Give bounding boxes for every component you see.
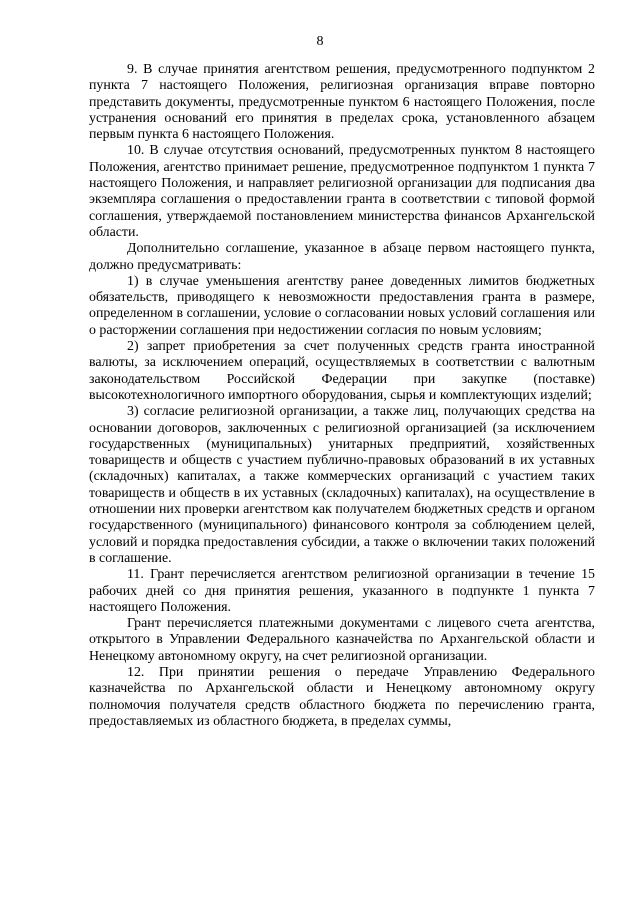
page-number: 8 — [316, 34, 324, 49]
paragraph-11-payment: Грант перечисляется платежными документами с лицевого счета агентства, открытого в Управлении Федерального казначейства по Архангельской области и Ненецкому автономному округу, на счет религиозной организации. — [89, 616, 595, 664]
paragraph-10-additional: Дополнительно соглашение, указанное в абзаце первом настоящего пункта, должно предусматривать: — [89, 241, 595, 273]
paragraph-10-item-2: 2) запрет приобретения за счет полученных средств гранта иностранной валюты, за исключением операций, осуществляемых в соответствии с валютным законодательством Российской Федерации при закупке (поставке) высокотехнологичного импортного оборудования, сырья и комплектующих изделий; — [89, 339, 595, 403]
paragraph-10: 10. В случае отсутствия оснований, предусмотренных пунктом 8 настоящего Положения, агентство принимает решение, предусмотренное подпунктом 1 пункта 7 настоящего Положения, и направляет религиозной организации для подписания два экземпляра соглашения о предоставлении гранта в соответствии с типовой формой соглашения, утверждаемой постановлением министерства финансов Архангельской области. — [89, 143, 595, 240]
document-body — [89, 62, 595, 730]
paragraph-10-item-1: 1) в случае уменьшения агентству ранее доведенных лимитов бюджетных обязательств, приводящего к невозможности предоставления гранта в размере, определенном в соглашении, условие о согласовании новых условий соглашения или о расторжении соглашения при недостижении согласия по новым условиям; — [89, 273, 595, 338]
paragraph-10-item-3: 3) согласие религиозной организации, а также лиц, получающих средства на основании договоров, заключенных с религиозной организацией (за исключением государственных (муниципальных) унитарных предприятий, хозяйственных товариществ и обществ с участием публично-правовых образований в их уставных (складочных) капиталах, а также коммерческих организаций с участием таких товариществ и обществ в их уставных (складочных) капиталах), на осуществление в отношении них проверки агентством как получателем бюджетных средств и органом государственного (муниципального) финансового контроля за соблюдением целей, условий и порядка предоставления субсидии, а также о включении таких положений в соглашение. — [89, 404, 595, 566]
paragraph-11: 11. Грант перечисляется агентством религиозной организации в течение 15 рабочих дней со дня принятия решения, указанного в подпункте 1 пункта 7 настоящего Положения. — [89, 567, 595, 615]
paragraph-9: 9. В случае принятия агентством решения, предусмотренного подпунктом 2 пункта 7 настоящего Положения, религиозная организация вправе повторно представить документы, предусмотренные пунктом 6 настоящего Положения, после устранения оснований его принятия в пределах срока, установленного абзацем первым пункта 6 настоящего Положения. — [89, 62, 595, 143]
paragraph-12: 12. При принятии решения о передаче Управлению Федерального казначейства по Архангельской области и Ненецкому автономному округу полномочия получателя средств областного бюджета по перечислению гранта, предоставляемых из областного бюджета, в пределах суммы, — [89, 664, 595, 729]
